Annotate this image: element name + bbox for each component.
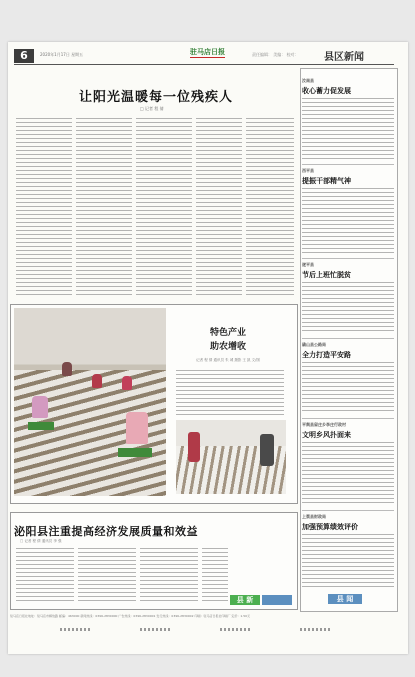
lead-column-5 (246, 118, 294, 298)
brief-text (302, 282, 394, 334)
brief-kicker: 平舆县留庄乡李庄行政村 (302, 422, 346, 427)
brief-title: 全力打造平安路 (302, 350, 351, 359)
farm-photo-small (176, 420, 286, 494)
editor-credits: 责任编辑： 美编： 校对： (252, 52, 299, 57)
brief-title: 提振干部精气神 (302, 176, 351, 185)
brief-title: 加强预算绩效评价 (302, 522, 358, 531)
brief-kicker: 确山县公路局 (302, 342, 326, 347)
farmer-figure (92, 374, 102, 388)
farm-photo-main (14, 308, 166, 496)
brief-text (302, 534, 394, 590)
brief-title: 文明乡风扑面来 (302, 430, 351, 439)
farmer-figure (260, 434, 274, 466)
footer-ornament (220, 628, 250, 631)
brief-kicker: 汝南县 (302, 78, 314, 83)
county-news-stamp: 县 闻 (328, 594, 362, 604)
seedling-tray (118, 448, 152, 457)
lead-byline: □ 记者 程 倩 (140, 106, 164, 111)
brief-text (302, 362, 394, 414)
bottom-column-2 (78, 548, 136, 604)
section-title: 县区新闻 (324, 52, 364, 63)
page-number: 6 (14, 49, 34, 63)
brief-divider (302, 258, 394, 259)
masthead-logo: 驻马店日报 (190, 48, 225, 56)
farmer-figure (122, 376, 132, 390)
brief-divider (302, 510, 394, 511)
footer-ornament (60, 628, 90, 631)
farmer-figure (32, 396, 48, 418)
feature-text (176, 370, 284, 416)
bottom-byline: □ 记者 程 倩 通讯员 李 强 (20, 539, 62, 543)
footer-ornament (140, 628, 170, 631)
bottom-headline: 泌阳县注重提高经济发展质量和效益 (14, 525, 198, 538)
farmer-figure (62, 362, 72, 376)
dateline: 2020年1月17日 星期五 (40, 52, 84, 57)
feature-byline: 记者 程 倩 通讯员 朱 城 摄影 王 凯 文/图 (196, 358, 260, 362)
brief-text (302, 188, 394, 254)
bottom-column-1 (16, 548, 74, 604)
brief-title: 节后上班忙脱贫 (302, 270, 351, 279)
county-news-stamp (262, 595, 292, 605)
seedling-tray (28, 422, 54, 430)
county-news-stamp: 县 新 (230, 595, 260, 605)
brief-title: 收心蓄力促发展 (302, 86, 351, 95)
page-footer: 驻马店日报社地址：驻马店市解放路 邮编：463000 新闻热线：0396-2830000 广告热线：0396-2830001 发行热线：0396-2830002 印刷：驻马店日报社印刷厂 定价：1.50元 (10, 614, 251, 618)
farmer-figure (188, 432, 200, 462)
footer-ornament (300, 628, 330, 631)
header-rule (14, 64, 394, 65)
farmer-figure (126, 412, 148, 444)
brief-text (302, 98, 394, 160)
brief-kicker: 遂平县 (302, 262, 314, 267)
brief-divider (302, 164, 394, 165)
brief-kicker: 上蔡县财政局 (302, 514, 326, 519)
bottom-column-4 (202, 548, 228, 604)
brief-text (302, 442, 394, 506)
brief-kicker: 西平县 (302, 168, 314, 173)
feature-title: 特色产业 助农增收 (209, 328, 246, 352)
lead-column-3 (136, 118, 192, 298)
lead-column-4 (196, 118, 242, 298)
lead-column-1 (16, 118, 72, 298)
lead-headline: 让阳光温暖每一位残疾人 (78, 90, 233, 105)
brief-divider (302, 418, 394, 419)
brief-divider (302, 338, 394, 339)
bottom-column-3 (140, 548, 198, 604)
lead-column-2 (76, 118, 132, 298)
